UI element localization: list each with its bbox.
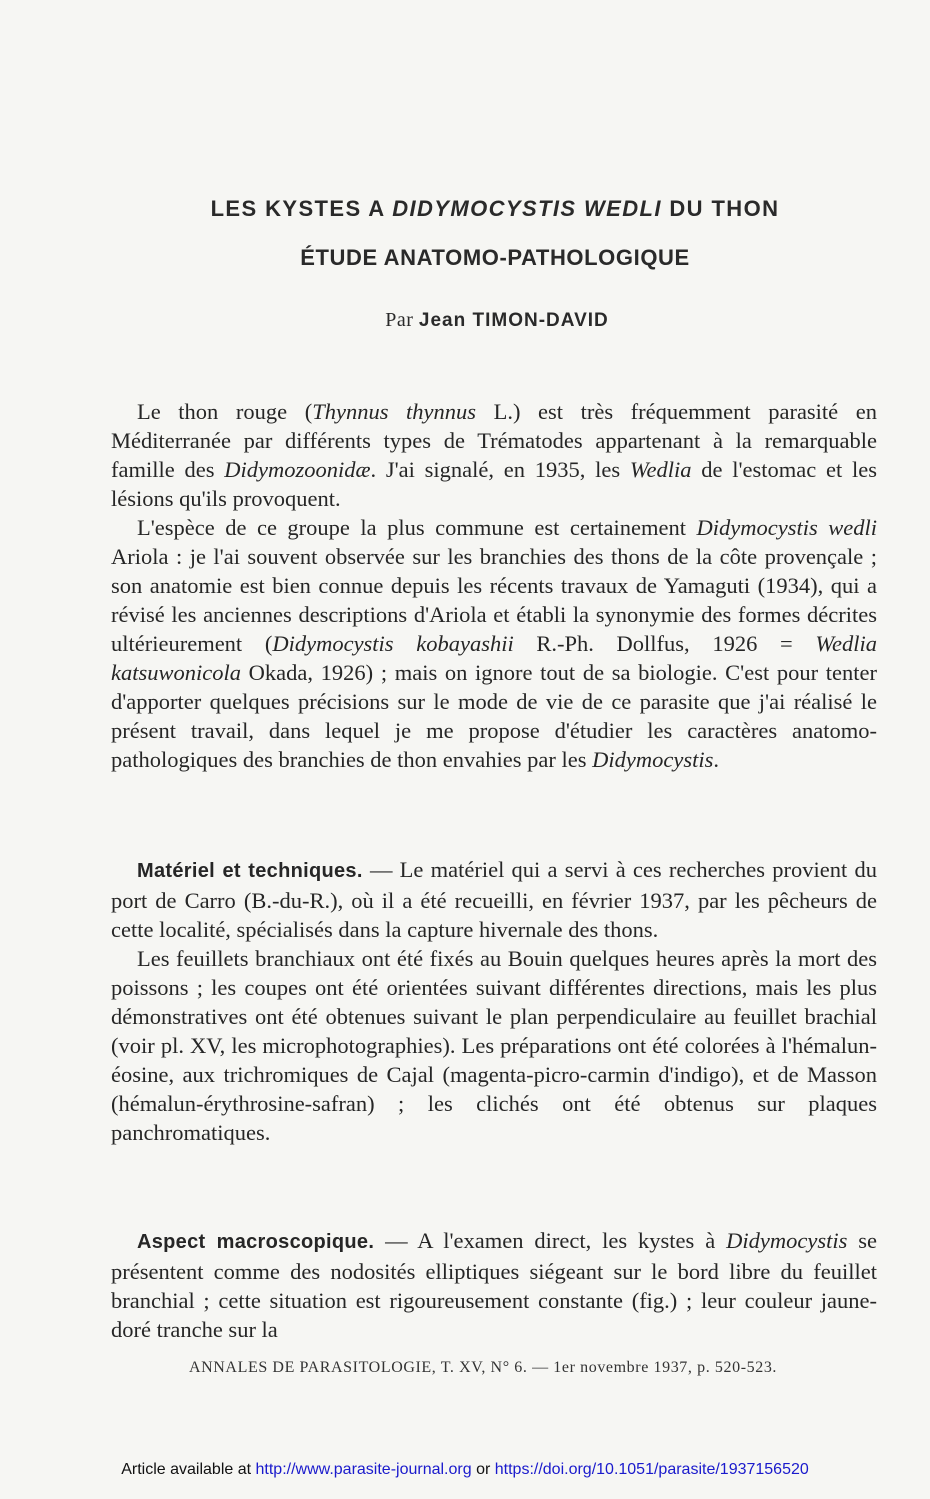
text: se présentent comme des nodosités elliptiques siégeant sur le bord libre du feuillet branchial ; cette situation est rigoureusement constante (fig.) ; leur couleur jaune-doré tranche sur la <box>111 1228 877 1342</box>
title-text-end: DU THON <box>661 196 780 221</box>
availability-text: Article available at <box>121 1461 256 1478</box>
or-text: or <box>471 1461 495 1478</box>
author-byline <box>0 309 930 332</box>
aspect-section <box>111 1226 877 1344</box>
section-heading: Aspect macroscopique. <box>137 1231 375 1253</box>
article-title-line-1 <box>0 196 930 222</box>
species-name: Didymocystis wedli <box>696 515 877 540</box>
text: L.) est très fréquemment parasité en Méditerranée par différents types de Trématodes appartenant à la remarquable famille des <box>111 399 877 482</box>
text: . J'ai signalé, en 1935, les <box>370 457 630 482</box>
genus-name: Didymocystis <box>592 747 714 772</box>
text: — Le matériel qui a servi à ces recherches provient du port de Carro (B.-du-R.), où il a été recueilli, en février 1937, par les pêcheurs de cette localité, spécialisés dans la capture hivernale des thons. <box>111 857 877 942</box>
title-text: LES KYSTES A <box>210 196 393 221</box>
materiel-paragraph-2: Les feuillets branchiaux ont été fixés au Bouin quelques heures après la mort des poissons ; les coupes ont été orientées suivant différentes directions, mais les plus démonstratives ont été obtenues suivant le plan perpendiculaire au feuillet brachial (voir pl. XV, les microphotographies). Les préparations ont été colorées à l'hémalun-éosine, aux trichromiques de Cajal (magenta-picro-carmin d'indigo), et de Masson (hémalun-érythrosine-safran) ; les clichés ont été obtenus sur plaques panchromatiques. <box>111 946 877 1145</box>
doi-link[interactable]: https://doi.org/10.1051/parasite/1937156520 <box>494 1461 809 1478</box>
family-name: Didymozoonidæ <box>224 457 371 482</box>
materiel-paragraph-1 <box>111 855 877 944</box>
text: L'espèce de ce groupe la plus commune est certainement <box>137 515 697 540</box>
article-title-line-2: ÉTUDE ANATOMO-PATHOLOGIQUE <box>300 245 690 270</box>
species-name: Didymocystis kobayashii <box>272 631 514 656</box>
text: . <box>713 747 719 772</box>
intro-paragraph-1 <box>111 397 877 513</box>
genus-name: Didymocystis <box>726 1228 848 1253</box>
journal-citation: ANNALES DE PARASITOLOGIE, T. XV, N° 6. — 1er novembre 1937, p. 520-523. <box>188 1359 778 1376</box>
text: — A l'examen direct, les kystes à <box>374 1228 727 1253</box>
materiel-section <box>111 855 877 1147</box>
text: de l'estomac et les lésions qu'ils provoquent. <box>111 457 877 511</box>
aspect-paragraph <box>111 1226 877 1344</box>
intro-section <box>111 397 877 774</box>
journal-link[interactable]: http://www.parasite-journal.org <box>255 1461 472 1478</box>
species-name: Thynnus thynnus <box>312 399 477 424</box>
text: R.-Ph. Dollfus, 1926 = <box>513 631 816 656</box>
intro-paragraph-2 <box>111 513 877 774</box>
section-heading: Matériel et techniques. <box>137 860 363 882</box>
author-prefix: Par <box>385 309 419 331</box>
text: Ariola : je l'ai souvent observée sur les branchies des thons de la côte provençale ; son anatomie est bien connue depuis les récents travaux de Yamaguti (1934), qui a révisé les anciennes descriptions d'Ariola et établi la synonymie des formes décrites ultérieurement ( <box>111 544 877 656</box>
species-name: Wedlia katsuwonicola <box>111 631 877 685</box>
title-species: DIDYMOCYSTIS WEDLI <box>392 196 662 221</box>
text: Okada, 1926) ; mais on ignore tout de sa biologie. C'est pour tenter d'apporter quelques précisions sur le mode de vie de ce parasite que j'ai réalisé le présent travail, dans lequel je me propose d'étudier les caractères anatomo-pathologiques des branchies de thon envahies par les <box>111 660 877 772</box>
text: Le thon rouge ( <box>137 399 313 424</box>
author-name: Jean TIMON-DAVID <box>418 310 609 331</box>
article-availability <box>0 1461 930 1479</box>
genus-name: Wedlia <box>629 457 692 482</box>
